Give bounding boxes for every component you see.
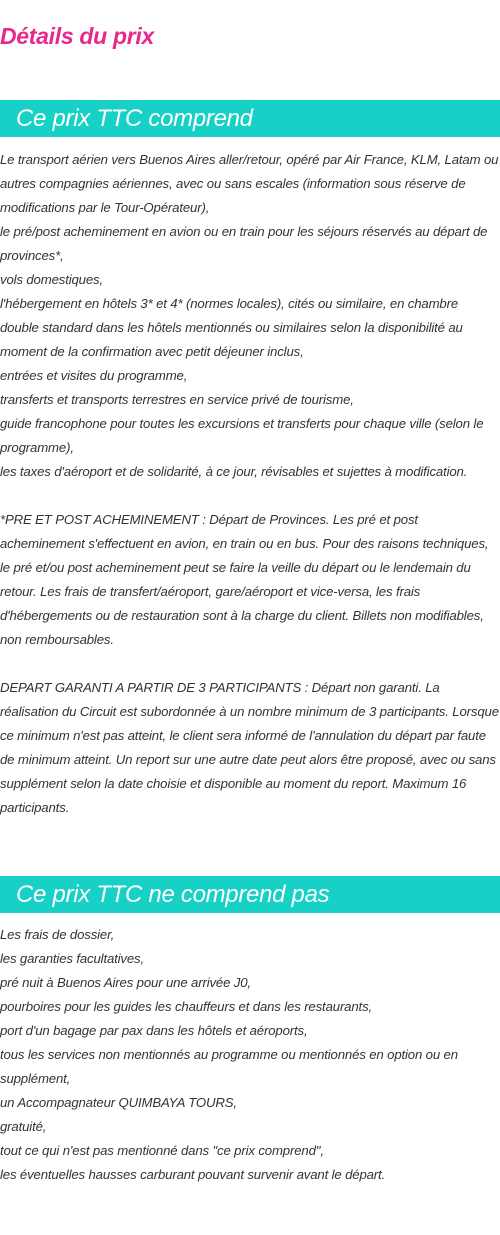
included-section-header: Ce prix TTC comprend [0, 100, 500, 137]
list-item: port d'un bagage par pax dans les hôtels et aéroports, [0, 1023, 308, 1038]
included-section-body [0, 148, 500, 820]
page-title: Détails du prix [0, 23, 154, 49]
excluded-list [0, 923, 500, 1187]
list-item: le pré/post acheminement en avion ou en train pour les séjours réservés au départ de provinces*, [0, 224, 488, 263]
list-item: tous les services non mentionnés au programme ou mentionnés en option ou en supplément, [0, 1047, 458, 1086]
pre-post-acheminement-note: *PRE ET POST ACHEMINEMENT : Départ de Provinces. Les pré et post acheminement s'effectuent en avion, en train ou en bus. Pour des raisons techniques, le pré et/ou post acheminement peut se faire la veille du départ ou le lendemain du retour. Les frais de transfert/aéroport, gare/aéroport et vice-versa, les frais d'hébergements ou de restauration sont à la charge du client. Billets non modifiables, non remboursables. [0, 512, 489, 647]
included-list [0, 148, 500, 484]
list-item: gratuité, [0, 1119, 47, 1134]
list-item: les éventuelles hausses carburant pouvant survenir avant le départ. [0, 1167, 386, 1182]
list-item: vols domestiques, [0, 272, 104, 287]
list-item: pourboires pour les guides les chauffeurs et dans les restaurants, [0, 999, 373, 1014]
list-item: guide francophone pour toutes les excursions et transferts pour chaque ville (selon le programme), [0, 416, 484, 455]
excluded-section-header: Ce prix TTC ne comprend pas [0, 876, 500, 913]
list-item: tout ce qui n'est pas mentionné dans "ce prix comprend", [0, 1143, 324, 1158]
guaranteed-departure-note: DEPART GARANTI A PARTIR DE 3 PARTICIPANTS : Départ non garanti. La réalisation du Circuit est subordonnée à un nombre minimum de 3 participants. Lorsque ce minimum n'est pas atteint, le client sera informé de l'annulation du départ par faute de minimum atteint. Un report sur une autre date peut alors être proposé, avec ou sans supplément selon la date choisie et disponible au moment du report. Maximum 16 participants. [0, 680, 499, 815]
list-item: Le transport aérien vers Buenos Aires aller/retour, opéré par Air France, KLM, Latam ou autres compagnies aériennes, avec ou sans escales (information sous réserve de modifications par le Tour-Opérateur), [0, 152, 499, 215]
list-item: un Accompagnateur QUIMBAYA TOURS, [0, 1095, 237, 1110]
list-item: transferts et transports terrestres en service privé de tourisme, [0, 392, 354, 407]
list-item: Les frais de dossier, [0, 927, 115, 942]
list-item: les taxes d'aéroport et de solidarité, à ce jour, révisables et sujettes à modification. [0, 464, 468, 479]
list-item: les garanties facultatives, [0, 951, 145, 966]
list-item: entrées et visites du programme, [0, 368, 188, 383]
list-item: pré nuit à Buenos Aires pour une arrivée J0, [0, 975, 251, 990]
excluded-section-body [0, 923, 500, 1187]
list-item: l'hébergement en hôtels 3* et 4* (normes locales), cités ou similaire, en chambre double standard dans les hôtels mentionnés ou similaires selon la disponibilité au moment de la confirmation avec petit déjeuner inclus, [0, 296, 463, 359]
